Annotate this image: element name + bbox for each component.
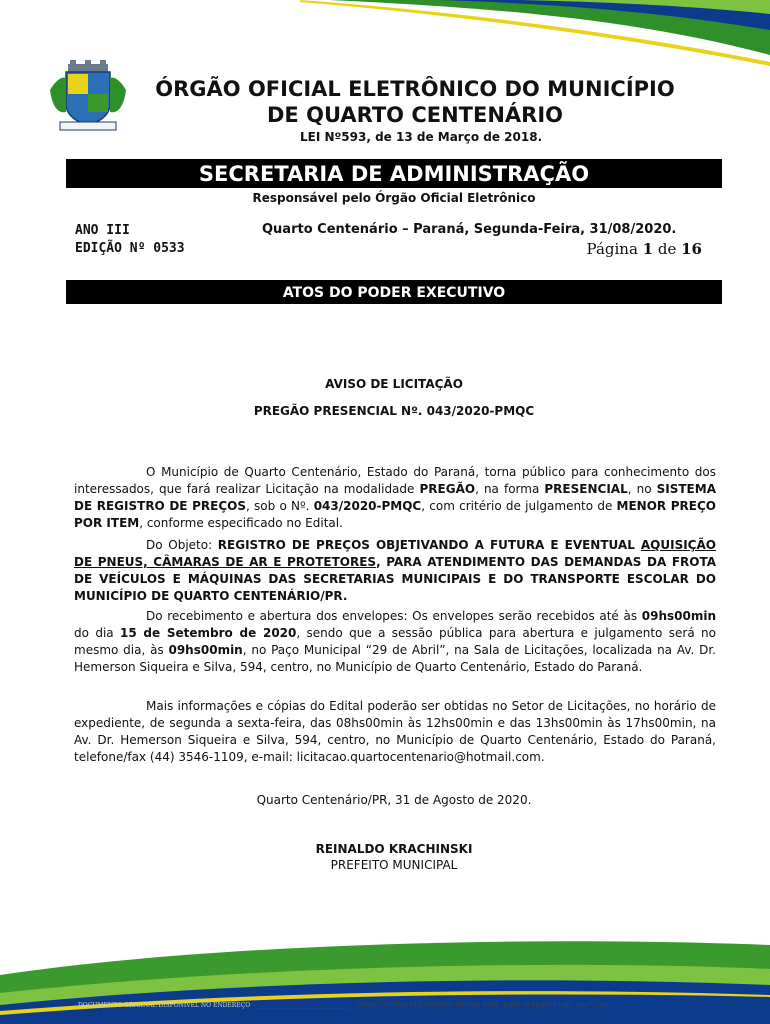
header-title-line2: DE QUARTO CENTENÁRIO xyxy=(267,103,563,127)
header-title-line1: ÓRGÃO OFICIAL ELETRÔNICO DO MUNICÍPIO xyxy=(155,77,675,101)
law-reference: LEI Nº593, de 13 de Março de 2018. xyxy=(300,130,543,144)
edition-date: Quarto Centenário – Paraná, Segunda-Feira, 31/08/2020. xyxy=(262,222,677,237)
paragraph-object: Do Objeto: REGISTRO DE PREÇOS OBJETIVANDO A FUTURA E EVENTUAL AQUISIÇÃO DE PNEUS, CÂMARAS DE AR E PROTETORES, PARA ATENDIMENTO DAS DEMANDAS DA FROTA DE VEÍCULOS E MÁQUINAS DAS SECRETARIAS MUNICIPAIS E DO TRANSPORTE ESCOLAR DO MUNICÍPIO DE QUARTO CENTENÁRIO/PR. xyxy=(74,538,716,603)
municipal-coat-of-arms-icon xyxy=(48,60,128,134)
footer-source-note: DOCUMENTO ORIGINAL DISPONÍVEL NO ENDEREÇO www.quartocentenario.pr.gov.br - ORGAO OFICIAL ELETRONICO EDICAO 0533 - DATA 31.08.2020 (pdf - tipo * p7s) xyxy=(78,1002,609,1009)
notice-subheading: PREGÃO PRESENCIAL Nº. 043/2020-PMQC xyxy=(253,404,535,418)
acts-section-bar: ATOS DO PODER EXECUTIVO xyxy=(66,280,722,304)
responsible-subtitle: Responsável pelo Órgão Oficial Eletrônico xyxy=(252,191,536,205)
edition-info xyxy=(75,222,185,258)
page-indicator xyxy=(587,240,702,258)
paragraph-more-info: Mais informações e cópias do Edital poderão ser obtidas no Setor de Licitações, no horário de expediente, de segunda a sexta-feira, das 08hs00min às 12hs00min e das 13hs00min às 17hs00min, na Av. Dr. Hemerson Siqueira e Silva, 594, centro, no Município de Quarto Centenário, Estado do Paraná, telefone/fax (44) 3546-1109, e-mail: licitacao.quartocentenario@hotmail.com. xyxy=(74,699,716,764)
signer-role: PREFEITO MUNICIPAL xyxy=(330,858,458,872)
page-label: Página xyxy=(586,240,643,258)
edition-year: ANO III xyxy=(75,223,130,238)
place-and-date: Quarto Centenário/PR, 31 de Agosto de 2020. xyxy=(256,793,532,807)
section-title-bar: SECRETARIA DE ADMINISTRAÇÃO xyxy=(66,159,722,188)
page-total: 16 xyxy=(681,240,702,258)
edition-number: EDIÇÃO Nº 0533 xyxy=(75,241,185,256)
signer-name: REINALDO KRACHINSKI xyxy=(315,842,473,856)
footer-wave-decoration xyxy=(0,935,770,1024)
footer-link[interactable]: www.quartocentenario.pr.gov.br xyxy=(252,1002,350,1009)
paragraph-envelopes: Do recebimento e abertura dos envelopes: Os envelopes serão recebidos até às 09hs00min do dia 15 de Setembro de 2020, sendo que a sessão pública para abertura e julgamento será no mesmo dia, às 09hs00min, no Paço Municipal “29 de Abril”, na Sala de Licitações, localizada na Av. Dr. Hemerson Siqueira e Silva, 594, centro, no Município de Quarto Centenário, Estado do Paraná. xyxy=(74,609,716,674)
notice-heading: AVISO DE LICITAÇÃO xyxy=(325,377,463,391)
page-current: 1 xyxy=(642,240,654,258)
paragraph-announcement: O Município de Quarto Centenário, Estado do Paraná, torna público para conhecimento dos interessados, que fará realizar Licitação na modalidade PREGÃO, na forma PRESENCIAL, no SISTEMA DE REGISTRO DE PREÇOS, sob o Nº. 043/2020-PMQC, com critério de julgamento de MENOR PREÇO POR ITEM, conforme especificado no Edital. xyxy=(74,465,716,530)
page-of-label: de xyxy=(653,240,682,258)
